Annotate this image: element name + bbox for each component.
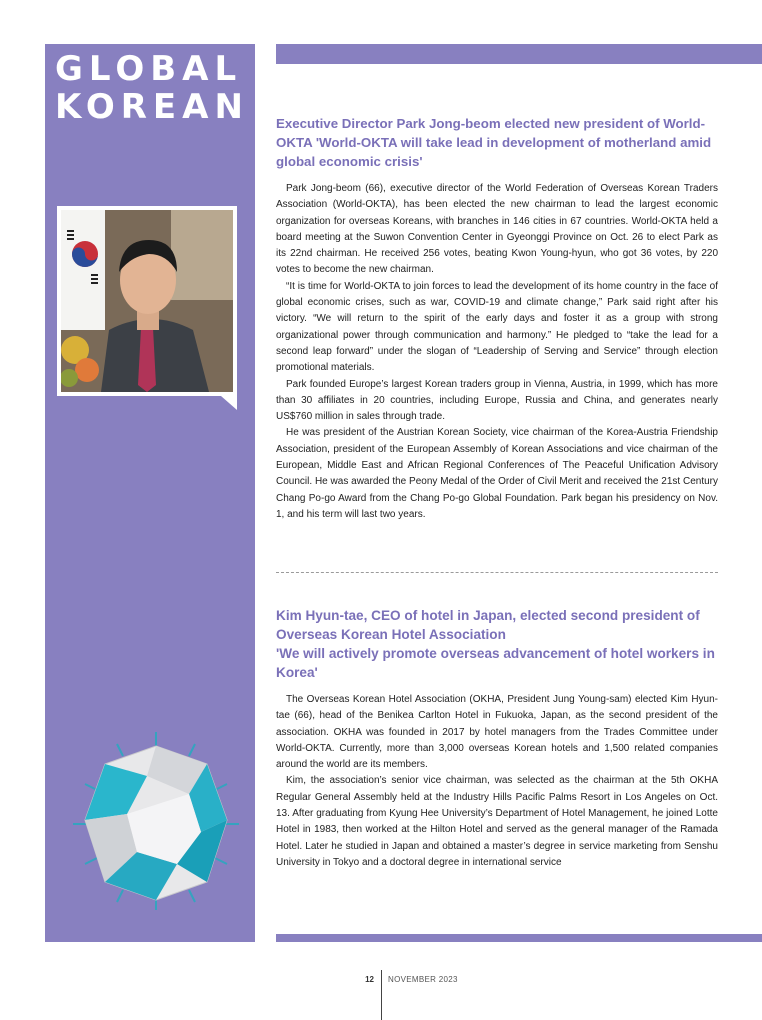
article-paragraph: Park Jong-beom (66), executive director of the World Federation of Overseas Korean Traders Association (World-OKTA), has been elected the new chairman to lead the largest economic organization for overseas Koreans, with branches in 146 cities in 67 countries. World-OKTA held a board meeting at the Suwon Convention Center in Gyeonggi Province on Oct. 26 to elect Park as its 22nd chairman. He received 256 votes, beating Kwon Young-hyun, who got 36 votes, by 220 votes to become the new chairman. bbox=[276, 183, 718, 276]
headline-main: Kim Hyun-tae, CEO of hotel in Japan, elected second president of Overseas Korean Hotel Association bbox=[276, 608, 700, 642]
article-park-jong-beom bbox=[276, 114, 718, 523]
globe-illustration bbox=[67, 724, 245, 914]
bottom-accent-bar bbox=[276, 934, 762, 942]
article-divider bbox=[276, 572, 718, 573]
portrait-frame bbox=[57, 206, 237, 396]
article-paragraph: “It is time for World-OKTA to join forces to lead the development of its home country in the face of global economic crises, such as war, COVID-19 and climate change,” Park said right after his victory. “We will return to the spirit of the early days and foster it as a group with strong organizational power through communication and harmony.” He pledged to “take the lead for a second leap forward” under the slogan of “Leadership of Serving and Service” through election promotional materials. bbox=[276, 280, 718, 374]
article-kim-hyun-tae bbox=[276, 606, 718, 871]
page-number: 12 bbox=[365, 975, 374, 984]
sidebar-panel bbox=[45, 44, 255, 942]
article-paragraph: The Overseas Korean Hotel Association (OKHA, President Jung Young-sam) elected Kim Hyun-tae (66), head of the Benikea Carlton Hotel in Fukuoka, Japan, as the second president of the association. OKHA was founded in 2017 by hotel managers from the Trades Committee under World-OKTA. Currently, more than 3,000 overseas Korean hotels and 1,500 related companies around the world are its members. bbox=[276, 694, 718, 771]
top-accent-bar bbox=[276, 44, 762, 64]
headline-sub: 'We will actively promote overseas advancement of hotel workers in Korea' bbox=[276, 646, 715, 680]
article-headline: Executive Director Park Jong-beom elected new president of World-OKTA 'World-OKTA will take lead in development of motherland amid global economic crisis' bbox=[276, 116, 712, 169]
footer-divider bbox=[381, 970, 382, 1020]
portrait-photo bbox=[61, 210, 233, 392]
issue-date: NOVEMBER 2023 bbox=[388, 975, 458, 984]
section-title: GLOBAL KOREAN bbox=[55, 49, 249, 127]
article-paragraph: Kim, the association’s senior vice chairman, was selected as the chairman at the 5th OKHA Regular General Assembly held at the Industry Hills Pacific Palms Resort in Los Angeles on Oct. 13. After graduating from Kyung Hee University’s Department of Hotel Management, he joined Lotte Hotel in 1983, then worked at the Hilton Hotel and served as the general manager of the Ramada Hotel. Later he studied in Japan and obtained a master’s degree in service marketing from Senshu University in Tokyo and a doctoral degree in international service bbox=[276, 775, 718, 868]
article-paragraph: Park founded Europe’s largest Korean traders group in Vienna, Austria, in 1999, which has more than 30 affiliates in 20 countries, including Europe, Russia and China, and generates nearly US$760 million in sales through trade. bbox=[276, 378, 718, 423]
article-paragraph: He was president of the Austrian Korean Society, vice chairman of the Korea-Austria Friendship Association, president of the European Assembly of Korean Associations and vice chairman of the European, Middle East and African Regional Conferences of The Peaceful Unification Advisory Council. He was awarded the Peony Medal of the Order of Civil Merit and received the 21st Century Chang Po-go Award from the Chang Po-go Global Foundation. Park began his presidency on Nov. 1, and his term will last two years. bbox=[276, 427, 718, 520]
article-headline bbox=[276, 606, 718, 682]
